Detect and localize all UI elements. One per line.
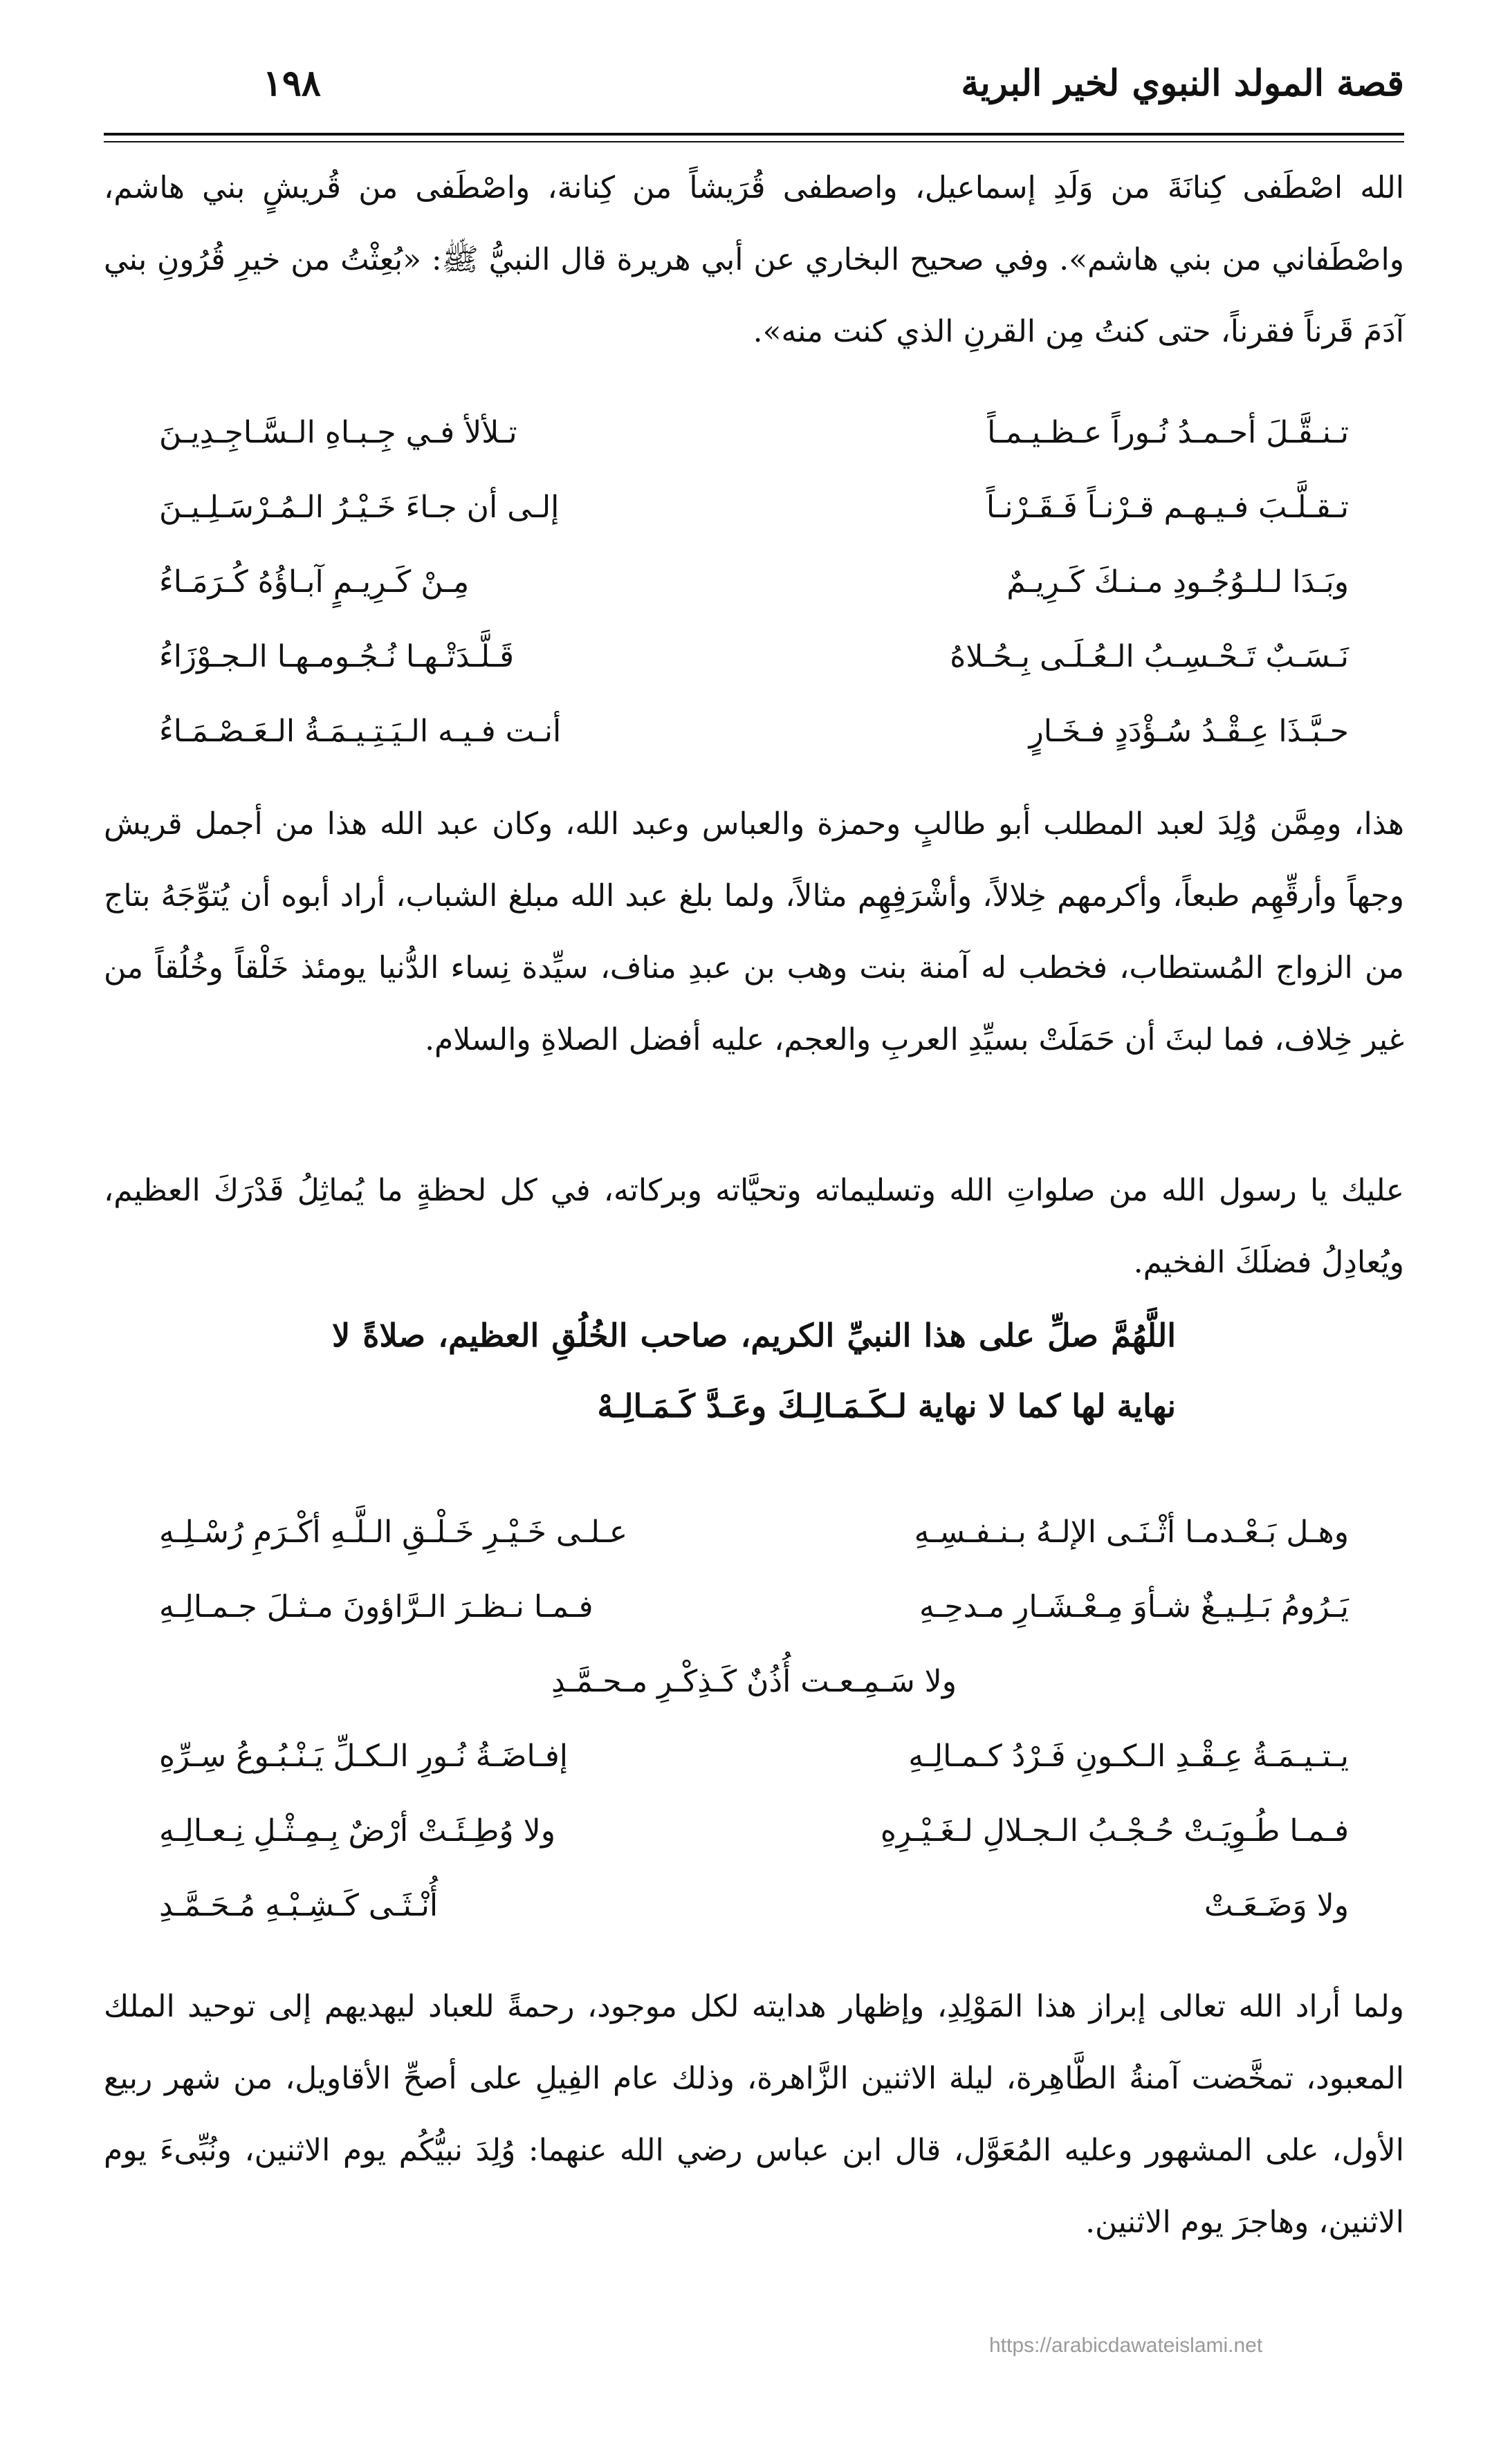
verse-row [159, 714, 1349, 780]
verse-hemistich-first: فـمـا طُـوِيَـتْ حُـجْـبُ الـجـلالِ لـغَـيْـرِهِ [880, 1813, 1349, 1849]
verse-hemistich-first: حـبَّـذَا عِـقْـدُ سُـؤْدَدٍ فـخَـارٍ [1029, 714, 1349, 749]
verse-center-line: ولا سَـمِـعـت أُذُنٌ كَـذِكْـرِ مـحـمَّـدِ [551, 1664, 957, 1699]
running-title: قصة المولد النبوي لخير البرية [961, 62, 1404, 104]
verse-hemistich-first: تـقـلَّـبَ فـيـهـم قـرْنـاً فَـقَـرْنـاً [986, 490, 1349, 525]
verse-hemistich-second: قَـلَّـدَتْـهـا نُـجُـومـهـا الـجـوْزَاءُ [159, 639, 515, 674]
verse-row [159, 1888, 1349, 1954]
verse-row [159, 1813, 1349, 1880]
verse-hemistich-first: وهـل بَـعْـدمـا أثْـنَـى الإلـهُ بـنـفـسِـهِ [914, 1514, 1349, 1550]
verse-hemistich-second: مِـنْ كَـرِيـمٍ آبـاؤُهُ كُـرَمَـاءُ [159, 564, 470, 600]
page-number: ١٩٨ [263, 62, 321, 104]
paragraph-hadith: الله اصْطَفى كِنانَةَ من وَلَدِ إسماعيل، واصطفى قُرَيشاً من كِنانة، واصْطَفى من قُريشٍ بني هاشم، واصْطَفاني من بني هاشم». وفي صحيح البخاري عن أبي هريرة قال النبيُّ ﷺ: «بُعِثْتُ من خيرِ قُرُونِ بني آدَمَ قَرناً فقرناً، حتى كنتُ مِن القرنِ الذي كنت منه». [104, 170, 1404, 349]
header-rule-thin [104, 141, 1404, 142]
verse-row [159, 415, 1349, 481]
verse-row [159, 490, 1349, 556]
verse-hemistich-second: تـلألأ فـي جِـبـاهِ الـسَّـاجِـدِيـنَ [159, 415, 517, 450]
verse-hemistich-second: أُنْـثَـى كَـشِـبْـهِ مُـحَـمَّـدِ [159, 1888, 439, 1923]
salah-prayer: اللَّهُمَّ صلِّ على هذا النبيِّ الكريم، صاحب الخُلُقِ العظيم، صلاةً لا نهاية لها كما لا نهاية لـكَـمَـالِـكَ وعَـدَّ كَـمَـالِـهْ [332, 1317, 1176, 1425]
paragraph-salutation: عليك يا رسول الله من صلواتِ الله وتسليماته وتحيَّاته وبركاته، في كل لحظةٍ ما يُماثِلُ قَدْرَكَ العظيم، ويُعادِلُ فضلَكَ الفخيم. [104, 1173, 1404, 1280]
verse-hemistich-second: إفـاضَـةُ نُـورِ الـكـلِّ يَـنْـبُـوعُ سِـرِّهِ [159, 1739, 569, 1774]
header-rule-thick [104, 133, 1404, 136]
verse-row [159, 1739, 1349, 1805]
paragraph-abdullah: هذا، ومِمَّن وُلِدَ لعبد المطلب أبو طالبٍ وحمزة والعباس وعبد الله، وكان عبد الله هذا من أجمل قريش وجهاً وأرقِّهِم طبعاً، وأكرمهم خِلالاً، وأشْرَفِهِم مثالاً، ولما بلغ عبد الله مبلغ الشباب، أراد أبوه أن يُتوِّجَهُ بتاج من الزواج المُستطاب، فخطب له آمنة بنت وهب بن عبدِ مناف، سيِّدة نِساء الدُّنيا يومئذ خَلْقاً وخُلُقاً من غير خِلاف، فما لبثَ أن حَمَلَتْ بسيِّدِ العربِ والعجم، عليه أفضل الصلاةِ والسلام. [104, 806, 1405, 1057]
watermark-url: https://arabicdawateislami.net [989, 2334, 1263, 2357]
book-page [104, 55, 1404, 2420]
paragraph-birth: ولما أراد الله تعالى إبراز هذا المَوْلِدِ، وإظهار هدايته لكل موجود، رحمةً للعباد ليهديهم إلى توحيد الملك المعبود، تمخَّضت آمنةُ الطَّاهِرة، ليلة الاثنين الزَّاهرة، وذلك عام الفِيلِ على أصحِّ الأقاويل، من شهر ربيع الأول، على المشهور وعليه المُعَوَّل، قال ابن عباس رضي الله عنهما: وُلِدَ نبيُّكُم يوم الاثنين، ونُبِّىءَ يوم الاثنين، وهاجرَ يوم الاثنين. [104, 1989, 1404, 2240]
verse-hemistich-first: تـنـقَّـلَ أحـمـدُ نُـوراً عـظـيـمـاً [987, 415, 1349, 450]
verse-hemistich-first: يَـرُومُ بَـلِـيـغٌ شـأوَ مِـعْـشَـارِ مـدحِـهِ [919, 1589, 1349, 1624]
verse-hemistich-second: أنـت فـيـه الـيَـتِـيـمَـةُ الـعَـصْـمَـاءُ [159, 714, 562, 749]
verse-hemistich-second: إلـى أن جـاءَ خَـيْـرُ الـمُـرْسَـلِـيـنَ [159, 490, 560, 525]
verse-hemistich-first: يـتـيـمَـةُ عِـقْـدِ الـكـونِ فَـرْدُ كـمـالِـهِ [908, 1739, 1349, 1774]
verse-row [159, 1589, 1349, 1656]
verse-hemistich-second: عـلـى خَـيْـرِ خَـلْـقِ الـلَّـهِ أكْـرَمِ رُسْـلِـهِ [159, 1514, 628, 1550]
verse-row [159, 639, 1349, 705]
verse-row [159, 564, 1349, 631]
verse-hemistich-first: نَـسَـبٌ تَـحْـسِـبُ الـعُـلَـى بِـحُـلاهُ [950, 639, 1349, 674]
page-header [104, 55, 1404, 131]
verse-hemistich-second: ولا وُطِـئَـتْ أرْضٌ بِـمِـثْـلِ نِـعـالِـهِ [159, 1813, 555, 1849]
verse-hemistich-first: ولا وَضَـعَـتْ [1204, 1888, 1349, 1923]
verse-row [159, 1514, 1349, 1581]
verse-hemistich-second: فـمـا نـظـرَ الـرَّاؤونَ مـثـلَ جـمـالِـهِ [159, 1589, 593, 1624]
verse-hemistich-first: وبَـدَا لـلـوُجُـودِ مـنـكَ كَـرِيـمٌ [1006, 564, 1349, 600]
